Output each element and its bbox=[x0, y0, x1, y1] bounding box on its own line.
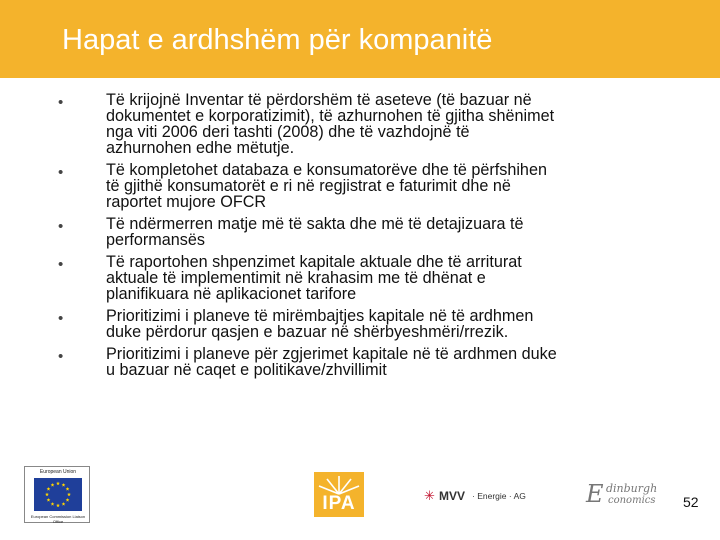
footer-logos bbox=[0, 460, 720, 540]
eu-star-icon bbox=[62, 502, 66, 506]
bullet-line: Të raportohen shpenzimet kapitale aktuale dhe të arriturat bbox=[106, 253, 522, 271]
bullet-line: Prioritizimi i planeve për zgjerimet kapitale në të ardhmen duke bbox=[106, 345, 557, 363]
slide-title: Hapat e ardhshëm për kompanitë bbox=[62, 24, 493, 56]
bullet-text bbox=[106, 162, 666, 210]
bullet-line: Prioritizimi i planeve të mirëmbajtjes kapitale në të ardhmen bbox=[106, 307, 534, 325]
eu-star-icon bbox=[66, 487, 70, 491]
bullet-line: u bazuar në caqet e politikave/zhvillimit bbox=[106, 361, 387, 379]
bullet-dot-icon: • bbox=[58, 164, 64, 181]
bullet-line: azhurnohen edhe mëtutje. bbox=[106, 139, 295, 157]
bullet-line: Të ndërmerren matje më të sakta dhe më të detajizuara të bbox=[106, 215, 524, 233]
title-bar bbox=[0, 0, 720, 78]
edinburgh-line2: conomics bbox=[608, 495, 656, 506]
bullet-line: nga viti 2006 deri tashti (2008) dhe të vazhdojnë të bbox=[106, 123, 470, 141]
eu-stars bbox=[34, 478, 82, 511]
bullet-dot-icon: • bbox=[58, 310, 64, 327]
bullet-text bbox=[106, 346, 666, 378]
eu-star-icon bbox=[56, 482, 60, 486]
mvv-logo-sub: · Energie · AG bbox=[472, 491, 526, 501]
bullet-text bbox=[106, 216, 666, 248]
eu-star-icon bbox=[67, 493, 71, 497]
bullet-line: raportet mujore OFCR bbox=[106, 193, 267, 211]
eu-star-icon bbox=[51, 483, 55, 487]
bullet-line: Të kompletohet databaza e konsumatorëve dhe të përfshihen bbox=[106, 161, 547, 179]
bullet-line: dokumentet e korporatizimit), të azhurnohen të gjitha shënimet bbox=[106, 107, 555, 125]
eu-star-icon bbox=[47, 487, 51, 491]
bullet-dot-icon: • bbox=[58, 218, 64, 235]
bullet-line: Të krijojnë Inventar të përdorshëm të aseteve (të bazuar në bbox=[106, 91, 532, 109]
mvv-star-icon: ✳ bbox=[424, 488, 435, 503]
bullet-line: duke përdorur qasjen e bazuar në shërbyeshmëri/rrezik. bbox=[106, 323, 509, 341]
bullet-text bbox=[106, 92, 666, 156]
ipa-logo bbox=[314, 472, 364, 517]
bullet-text bbox=[106, 254, 666, 302]
edinburgh-economics-logo bbox=[586, 480, 662, 512]
eu-logo-bottom-label: European Commission Liaison Office bbox=[30, 514, 86, 524]
eu-star-icon bbox=[56, 504, 60, 508]
edinburgh-line1: dinburgh bbox=[606, 482, 658, 495]
page-number: 52 bbox=[683, 494, 699, 510]
bullet-line: planifikuara në aplikacionet tarifore bbox=[106, 285, 357, 303]
ipa-logo-text: IPA bbox=[322, 493, 356, 514]
eu-star-icon bbox=[47, 498, 51, 502]
eu-star-icon bbox=[62, 483, 66, 487]
eu-logo-top-label: European Union bbox=[39, 469, 77, 475]
edinburgh-mark-icon: E bbox=[586, 480, 604, 508]
bullet-line: performansës bbox=[106, 231, 205, 249]
bullet-dot-icon: • bbox=[58, 256, 64, 273]
mvv-logo-name: MVV bbox=[439, 489, 466, 503]
mvv-energie-logo bbox=[424, 488, 524, 506]
eu-flag-icon bbox=[34, 478, 82, 511]
eu-star-icon bbox=[51, 502, 55, 506]
bullet-line: aktuale të implementimit në krahasim me të dhënat e bbox=[106, 269, 486, 287]
eu-star-icon bbox=[66, 498, 70, 502]
bullet-dot-icon: • bbox=[58, 348, 64, 365]
eu-star-icon bbox=[45, 493, 49, 497]
bullet-text bbox=[106, 308, 666, 340]
bullet-dot-icon: • bbox=[58, 94, 64, 111]
eu-logo bbox=[24, 466, 90, 523]
bullet-line: të gjithë konsumatorët e ri në regjistrat e faturimit dhe në bbox=[106, 177, 511, 195]
